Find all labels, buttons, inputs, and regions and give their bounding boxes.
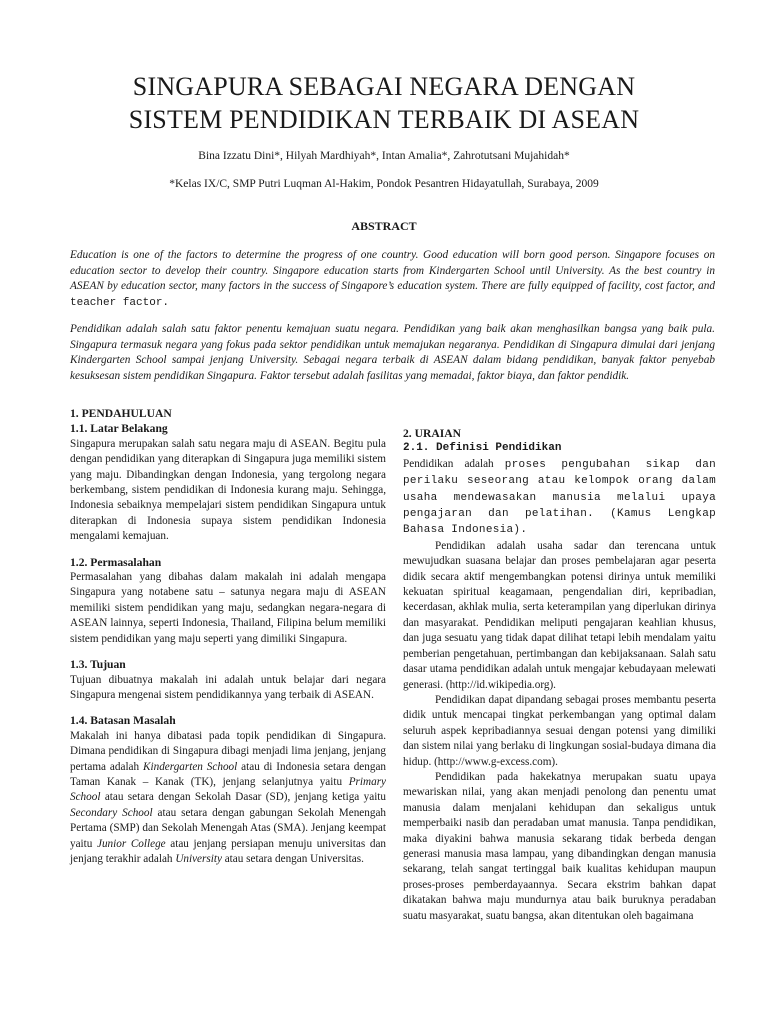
- abstract-english: [70, 248, 715, 311]
- section-2-1-heading: 2.1. Definisi Pendidikan: [403, 442, 562, 455]
- right-column: [403, 426, 716, 924]
- abstract-heading: ABSTRACT: [351, 219, 417, 233]
- section-1-3-body: Tujuan dibuatnya makalah ini adalah untuk belajar dari negara Singapura mengenai sistem pendidikannya yang terbaik di ASEAN.: [70, 673, 386, 701]
- abstract-indonesian: Pendidikan adalah salah satu faktor penentu kemajuan suatu negara. Pendidikan yang baik akan menghasilkan bangsa yang baik pula. Singapura termasuk negara yang fokus pada sektor pendidikan untuk memajukan negaranya. Pendidikan di Singapura dimulai dari jenjang Kindergarten School sampai jenjang University. Sebagai negara terbaik di ASEAN dalam bidang pendidikan, banyak faktor penyebab kesuksesan sistem pendidikan Singapura. Faktor tersebut adalah fasilitas yang memadai, faktor biaya, dan faktor pendidik.: [70, 323, 715, 382]
- section-1-3-heading: 1.3. Tujuan: [70, 658, 126, 672]
- section-1-1-body: Singapura merupakan salah satu negara maju di ASEAN. Begitu pula dengan pendidikan yang diterapkan di Singapura juga memiliki sistem yang maju. Dibandingkan dengan Indonesia, yang tergolong negara berkembang, sistem pendidikan di Indonesia kurang maju. Sehingga, Indonesia sebaiknya mempelajari sistem pendidikan Singapura untuk diterapkan di Indonesia supaya sistem pendidikan Indonesia mengalami kemajuan.: [70, 437, 386, 543]
- section-2-heading: 2. URAIAN: [403, 427, 461, 440]
- section-1-4-heading: 1.4. Batasan Masalah: [70, 714, 176, 728]
- title-line-1: SINGAPURA SEBAGAI NEGARA DENGAN: [132, 72, 636, 101]
- left-column: [70, 406, 386, 867]
- title-line-2: SISTEM PENDIDIKAN TERBAIK DI ASEAN: [128, 105, 640, 134]
- paper-title: [0, 70, 768, 136]
- section-2-1-para-3: Pendidikan dapat dipandang sebagai proses membantu peserta didik untuk mencapai tingkat perkembangan yang optimal dalam seluruh aspek kepribadiannya sesuai dengan potensi yang dimiliki dan sistem nilai yang berlaku di lingkungan sosial-budaya dimana dia hidup. (http://www.g-excess.com).: [403, 693, 716, 768]
- section-1-2-heading: 1.2. Permasalahan: [70, 555, 162, 569]
- affiliation: *Kelas IX/C, SMP Putri Luqman Al-Hakim, Pondok Pesantren Hidayatullah, Surabaya, 2009: [169, 178, 599, 190]
- section-1-4-body: Makalah ini hanya dibatasi pada topik pendidikan di Singapura. Dimana pendidikan di Singapura dibagi menjadi lima jenjang, jenjang pertama adalah Kindergarten School atau di Indonesia setara dengan Taman Kanak – Kanak (TK), jenjang selanjutnya yaitu Primary School atau setara dengan Sekolah Dasar (SD), jenjang ketiga yaitu Secondary School atau setara dengan gabungan Sekolah Menengah Pertama (SMP) dan Sekolah Menengah Atas (SMA). Jenjang keempat yaitu Junior College atau jenjang persiapan menuju universitas dan jenjang terakhir adalah University atau setara dengan Universitas.: [70, 729, 387, 865]
- abstract-english-mono: teacher factor.: [70, 296, 170, 309]
- section-1-heading: 1. PENDAHULUAN: [70, 407, 172, 420]
- section-1-1-heading: 1.1. Latar Belakang: [70, 422, 168, 436]
- section-2-1-para-4: Pendidikan pada hakekatnya merupakan suatu upaya mewariskan nilai, yang akan menjadi penolong dan penentu umat manusia dalam menjalani kehidupan dan sekaligus untuk memperbaiki nasib dan peradaban umat manusia. Tanpa pendidikan, maka diyakini bahwa manusia sekarang tidak berbeda dengan generasi manusia masa lampau, yang dibandingkan dengan manusia sekarang, telah sangat tertinggal baik kualitas kehidupan maupun proses-proses pemberdayaannya. Secara ekstrim bahkan dapat dikatakan bahwa maju mundurnya atau baik buruknya peradaban suatu masyarakat, suatu bangsa, akan ditentukan oleh bagaimana: [403, 770, 716, 922]
- abstract-english-text: Education is one of the factors to determine the progress of one country. Good education will born good person. Singapore focuses on education sector to develop their country. Singapore education starts from Kindergarten School until University. As the best country in ASEAN by education sector, many factors in the success of Singapore’s education system. There are fully equipped of facility, cost factor, and: [70, 249, 715, 293]
- author-list: Bina Izzatu Dini*, Hilyah Mardhiyah*, Intan Amalia*, Zahrotutsani Mujahidah*: [198, 150, 570, 162]
- section-2-1-para-2: Pendidikan adalah usaha sadar dan terencana untuk mewujudkan suasana belajar dan proses pembelajaran agar peserta didik secara aktif mengembangkan potensi dirinya untuk memiliki kekuatan spiritual keagamaan, pengendalian diri, kepribadian, kecerdasan, akhlak mulia, serta keterampilan yang diperlukan dirinya dan masyarakat. Pendidikan meliputi pengajaran keahlian khusus, dan juga sesuatu yang tidak dapat dilihat tetapi lebih mendalam yaitu pemberian pengetahuan, pertimbangan dan kebijaksanaan. Salah satu dasar utama pendidikan adalah untuk mengajar kebudayaan melewati generasi. (http://id.wikipedia.org).: [403, 539, 716, 691]
- section-1-2-body: Permasalahan yang dibahas dalam makalah ini adalah mengapa Singapura yang notabene satu – satunya negara maju di ASEAN memiliki sistem pendidikan yang maju, sedangkan negara-negara di ASEAN lainnya, seperti Indonesia, Thailand, Filipina belum memiliki sistem pendidikan yang maju seperti yang dimiliki Singapura.: [70, 571, 386, 645]
- section-2-1-definition: Pendidikan adalah proses pengubahan sikap dan perilaku seseorang atau kelompok orang dalam usaha mendewasakan manusia melalui upaya pengajaran dan pelatihan. (Kamus Lengkap Bahasa Indonesia).: [403, 457, 716, 537]
